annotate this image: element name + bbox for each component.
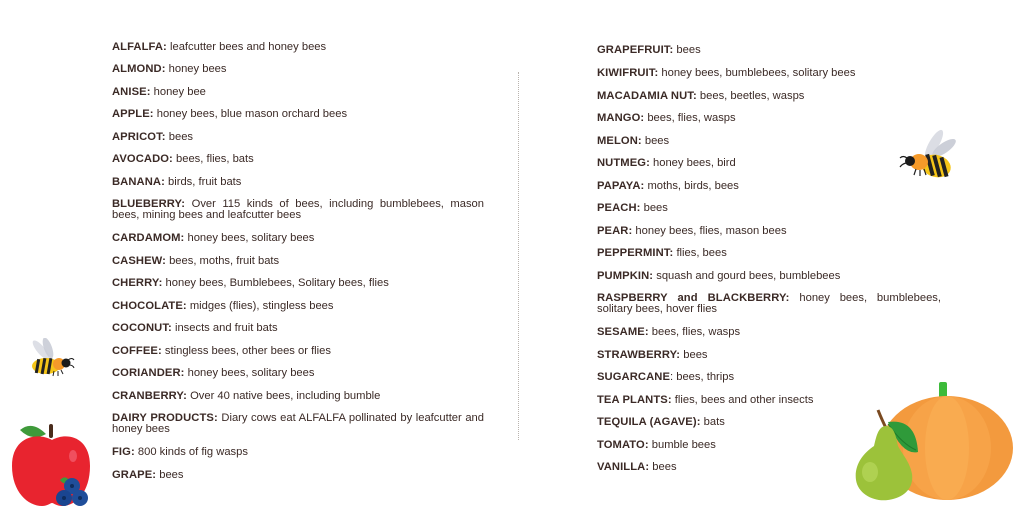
pollinator-list: Diary cows eat ALFALFA pollinated by leafcutter and honey bees <box>112 412 485 435</box>
pollinator-list: Over 40 native bees, including bumble <box>190 390 381 402</box>
pollinator-list: bumble bees <box>651 439 716 451</box>
pollinator-list: honey bees, bird <box>653 157 736 169</box>
pollinator-list: honey bees, bumblebees, solitary bees <box>661 67 856 79</box>
pollinator-entry <box>112 256 484 267</box>
crop-name: FIG: <box>112 446 135 458</box>
pollinator-entry <box>597 350 941 361</box>
pollinator-list: honey bees, bumblebees, solitary bees, hover flies <box>597 292 941 315</box>
crop-name: PEAR: <box>597 225 633 237</box>
crop-name: GRAPE: <box>112 469 157 481</box>
crop-name: CHERRY: <box>112 277 163 289</box>
pollinator-list: honey bees <box>168 63 227 75</box>
crop-name: MANGO: <box>597 112 645 124</box>
bee-icon <box>26 338 78 380</box>
crop-name: PAPAYA: <box>597 180 645 192</box>
pollinator-entry <box>112 470 484 481</box>
crop-name: DAIRY PRODUCTS: <box>112 412 218 424</box>
crop-name: PEACH: <box>597 202 641 214</box>
crop-name: PEPPERMINT: <box>597 247 674 259</box>
pollinator-entry <box>597 136 941 147</box>
crop-name: AVOCADO: <box>112 153 173 165</box>
pollinator-list: bees <box>676 44 701 56</box>
crop-name: PUMPKIN: <box>597 270 654 282</box>
pollinator-entry <box>597 293 941 315</box>
crop-name: APPLE: <box>112 108 154 120</box>
pollinator-list: honey bees, solitary bees <box>187 367 315 379</box>
pollinator-entry <box>597 271 941 282</box>
apple-icon <box>8 418 98 510</box>
pollinator-entry <box>112 447 484 458</box>
crop-name: CHOCOLATE: <box>112 300 187 312</box>
pollinator-entry <box>112 278 484 289</box>
pollinator-entry <box>112 199 484 221</box>
crop-name: CARDAMOM: <box>112 232 185 244</box>
pollinator-entry <box>112 233 484 244</box>
pollinator-entry <box>597 45 941 56</box>
pollinator-list: birds, fruit bats <box>168 176 242 188</box>
pollinator-entry <box>112 109 484 120</box>
crop-name: ALMOND: <box>112 63 166 75</box>
pollinator-list: 800 kinds of fig wasps <box>137 446 248 458</box>
crop-name: BLUEBERRY: <box>112 198 186 210</box>
crop-name: APRICOT: <box>112 131 166 143</box>
crop-name: STRAWBERRY: <box>597 349 681 361</box>
crop-name: KIWIFRUIT: <box>597 67 659 79</box>
pollinator-entry <box>112 323 484 334</box>
pollinator-list: bats <box>703 416 725 428</box>
crop-name: TEQUILA (AGAVE): <box>597 416 701 428</box>
pollinator-list: honey bees, Bumblebees, Solitary bees, flies <box>165 277 389 289</box>
pollinator-entry <box>597 203 941 214</box>
pollinator-entry <box>597 226 941 237</box>
crop-name: CASHEW: <box>112 255 166 267</box>
crop-name: CRANBERRY: <box>112 390 187 402</box>
pollinator-entry <box>112 413 484 435</box>
crop-name: MELON: <box>597 135 642 147</box>
crop-name: COCONUT: <box>112 322 172 334</box>
pollinator-entry <box>597 91 941 102</box>
crop-name: MACADAMIA NUT: <box>597 90 697 102</box>
pollinator-entry <box>112 42 484 53</box>
pollinator-list: squash and gourd bees, bumblebees <box>656 270 841 282</box>
pollinator-list: bees, flies, wasps <box>651 326 741 338</box>
pollinator-list: bees <box>159 469 184 481</box>
pollinator-entry <box>597 158 941 169</box>
crop-name: RASPBERRY and BLACKBERRY: <box>597 292 790 304</box>
pollinator-entry <box>112 301 484 312</box>
pollinator-list: honey bees, flies, mason bees <box>635 225 787 237</box>
crop-name: CORIANDER: <box>112 367 185 379</box>
crop-name: TEA PLANTS: <box>597 394 672 406</box>
pollinator-list: bees <box>683 349 708 361</box>
pollinator-entry <box>112 177 484 188</box>
column-divider <box>518 72 519 440</box>
pollinator-entry <box>597 113 941 124</box>
pollinator-entry <box>112 368 484 379</box>
pollinator-entry <box>112 346 484 357</box>
bee-icon <box>892 126 958 186</box>
pollinator-list: bees <box>643 202 668 214</box>
pollinator-entry <box>112 132 484 143</box>
pollinator-list: bees <box>652 461 677 473</box>
pollinator-list: stingless bees, other bees or flies <box>164 345 331 357</box>
pollinator-list: bees, beetles, wasps <box>699 90 805 102</box>
pollinator-entry <box>112 87 484 98</box>
pollinator-list: bees, flies, bats <box>176 153 254 165</box>
pollinator-list: honey bees, blue mason orchard bees <box>156 108 348 120</box>
pollinator-entry <box>112 154 484 165</box>
crop-name: COFFEE: <box>112 345 162 357</box>
pollinator-list: flies, bees and other insects <box>674 394 814 406</box>
crop-name: SESAME: <box>597 326 649 338</box>
crop-name: NUTMEG: <box>597 157 650 169</box>
crop-name: TOMATO: <box>597 439 649 451</box>
crop-name: ALFALFA: <box>112 41 167 53</box>
pumpkin-icon <box>852 380 1016 506</box>
pollinator-entry <box>112 391 484 402</box>
crop-name: ANISE: <box>112 86 151 98</box>
pollinator-list: honey bees, solitary bees <box>187 232 315 244</box>
pollinator-list: bees, moths, fruit bats <box>169 255 280 267</box>
crop-name: BANANA: <box>112 176 165 188</box>
pollinator-list: midges (flies), stingless bees <box>189 300 334 312</box>
pollinator-list: bees, flies, wasps <box>647 112 736 124</box>
pollinator-entry <box>597 181 941 192</box>
pollinator-list: insects and fruit bats <box>174 322 278 334</box>
pollinator-list: Over 115 kinds of bees, including bumblebees, mason bees, mining bees and leafcutter bees <box>112 198 485 221</box>
pollinator-list: honey bee <box>153 86 206 98</box>
pollinator-list: moths, birds, bees <box>647 180 739 192</box>
pollinator-list: flies, bees <box>676 247 727 259</box>
crop-name: GRAPEFRUIT: <box>597 44 674 56</box>
crop-name: SUGARCANE <box>597 371 671 383</box>
pollinator-list: leafcutter bees and honey bees <box>169 41 327 53</box>
crop-name: VANILLA: <box>597 461 650 473</box>
pollinator-entry <box>597 248 941 259</box>
pollinator-entry <box>112 64 484 75</box>
pollinator-entry <box>597 327 941 338</box>
pollinator-list: bees <box>644 135 670 147</box>
pollinator-list: bees <box>168 131 194 143</box>
pollinator-entry <box>597 68 941 79</box>
pollinator-list: : bees, thrips <box>670 371 735 383</box>
